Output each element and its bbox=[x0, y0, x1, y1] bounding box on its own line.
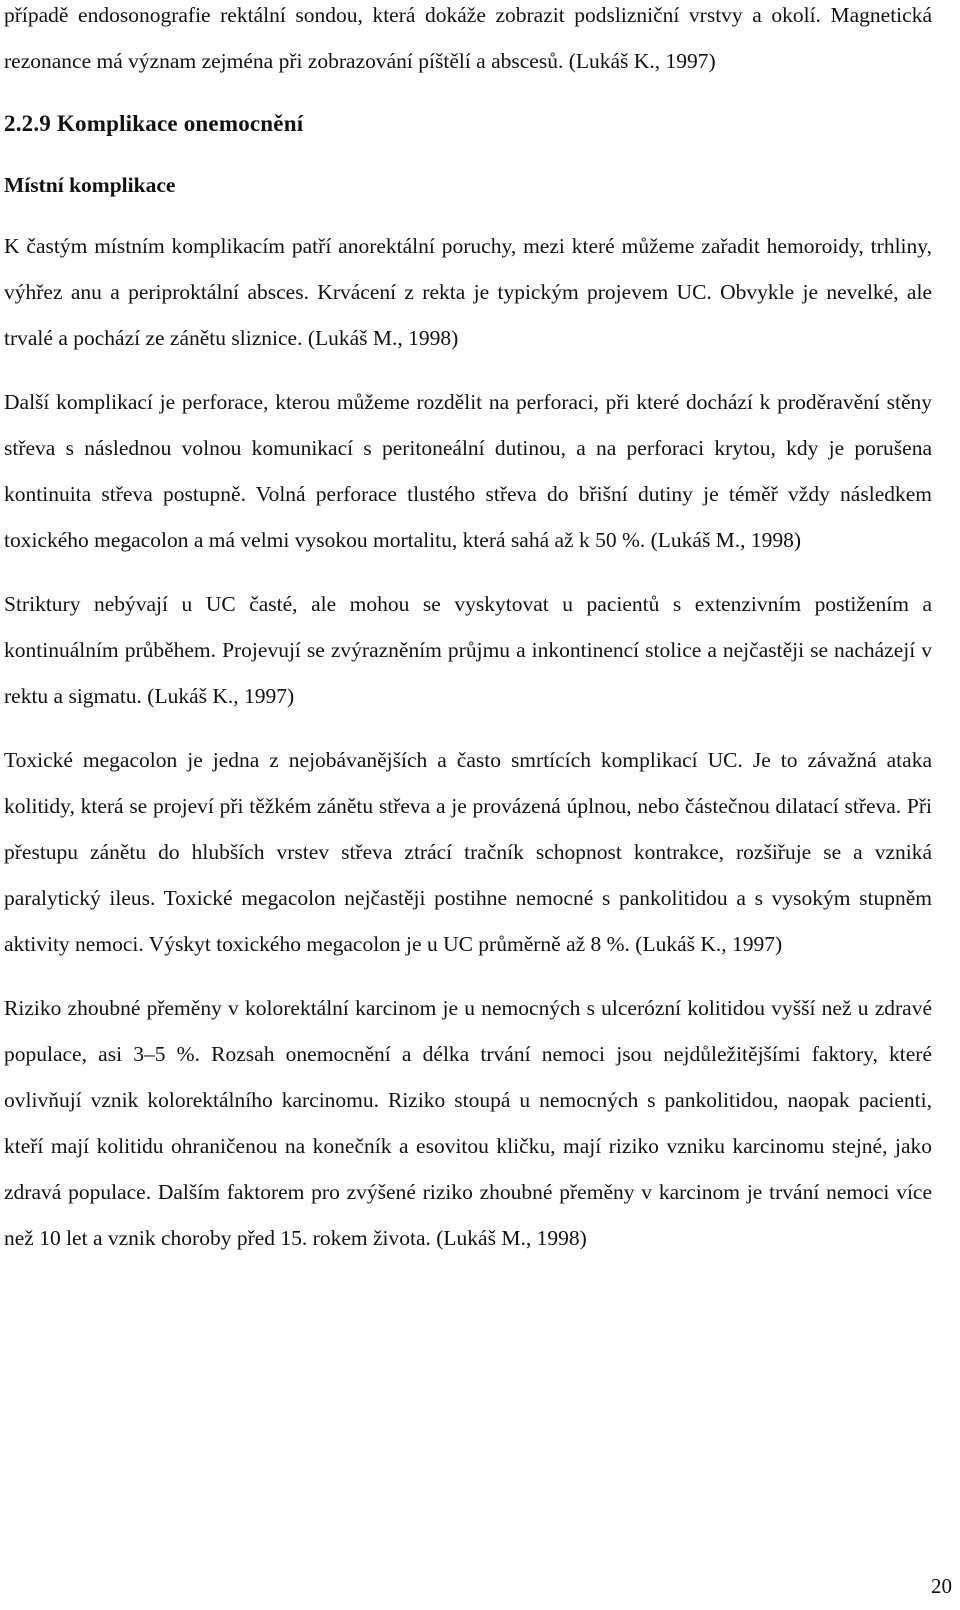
page-number: 20 bbox=[931, 1574, 952, 1598]
section-heading: 2.2.9 Komplikace onemocnění bbox=[4, 111, 304, 136]
document-page bbox=[4, 0, 932, 1261]
intro-paragraph: případě endosonografie rektální sondou, která dokáže zobrazit podslizniční vrstvy a okolí. Magnetická rezonance má význam zejména při zobrazování píštělí a abscesů. (Lukáš K., 1997) bbox=[4, 3, 932, 73]
paragraph-toxic-megacolon: Toxické megacolon je jedna z nejobávanějších a často smrtících komplikací UC. Je to závažná ataka kolitidy, která se projeví při těžkém zánětu střeva a je provázená úplnou, nebo částečnou dilatací střeva. Při přestupu zánětu do hlubších vrstev střeva ztrácí tračník schopnost kontrakce, rozšiřuje se a vzniká paralytický ileus. Toxické megacolon nejčastěji postihne nemocné s pankolitidou a s vysokým stupněm aktivity nemoci. Výskyt toxického megacolon je u UC průměrně až 8 %. (Lukáš K., 1997) bbox=[4, 748, 932, 956]
paragraph-carcinoma-risk: Riziko zhoubné přeměny v kolorektální karcinom je u nemocných s ulcerózní kolitidou vyšší než u zdravé populace, asi 3–5 %. Rozsah onemocnění a délka trvání nemoci jsou nejdůležitějšími faktory, které ovlivňují vznik kolorektálního karcinomu. Riziko stoupá u nemocných s pankolitidou, naopak pacienti, kteří mají kolitidu ohraničenou na konečník a esovitou kličku, mají riziko vzniku karcinomu stejné, jako zdravá populace. Dalším faktorem pro zvýšené riziko zhoubné přeměny v karcinom je trvání nemoci více než 10 let a vznik choroby před 15. rokem života. (Lukáš M., 1998) bbox=[4, 996, 932, 1250]
paragraph-anorectal-complications: K častým místním komplikacím patří anorektální poruchy, mezi které můžeme zařadit hemoroidy, trhliny, výhřez anu a periproktální absces. Krvácení z rekta je typickým projevem UC. Obvykle je nevelké, ale trvalé a pochází ze zánětu sliznice. (Lukáš M., 1998) bbox=[4, 234, 932, 350]
subheading: Místní komplikace bbox=[4, 173, 176, 197]
paragraph-strictures: Striktury nebývají u UC časté, ale mohou se vyskytovat u pacientů s extenzivním postižením a kontinuálním průběhem. Projevují se zvýrazněním průjmu a inkontinencí stolice a nejčastěji se nacházejí v rektu a sigmatu. (Lukáš K., 1997) bbox=[4, 592, 932, 708]
paragraph-perforation: Další komplikací je perforace, kterou můžeme rozdělit na perforaci, při které dochází k proděravění stěny střeva s následnou volnou komunikací s peritoneální dutinou, a na perforaci krytou, kdy je porušena kontinuita střeva postupně. Volná perforace tlustého střeva do břišní dutiny je téměř vždy následkem toxického megacolon a má velmi vysokou mortalitu, která sahá až k 50 %. (Lukáš M., 1998) bbox=[4, 390, 932, 552]
